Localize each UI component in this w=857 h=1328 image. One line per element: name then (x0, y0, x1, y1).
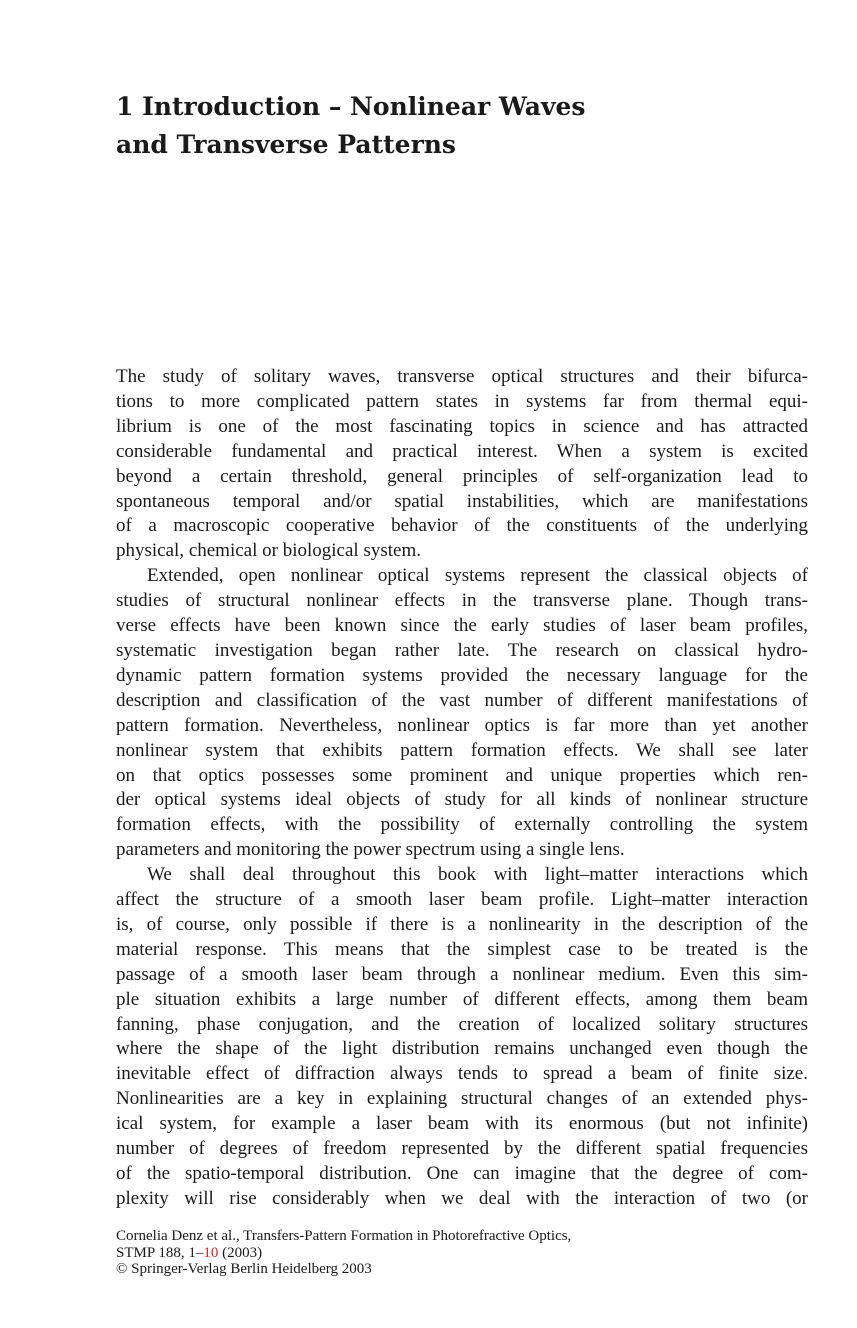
text-line: ple situation exhibits a large number of different effects, among them beam (116, 988, 808, 1010)
text-line: parameters and monitoring the power spectrum using a single lens. (116, 839, 625, 861)
body-text (116, 365, 808, 1212)
chapter-title (116, 88, 736, 164)
text-line: formation effects, with the possibility of externally controlling the system (116, 814, 808, 836)
text-line: beyond a certain threshold, general principles of self-organization lead to (116, 465, 808, 487)
text-line: nonlinear system that exhibits pattern formation effects. We shall see later (116, 739, 808, 761)
paragraph-3 (116, 863, 808, 1212)
footer-citation (116, 1228, 736, 1278)
text-line: affect the structure of a smooth laser beam profile. Light–matter interaction (116, 889, 808, 911)
footer-year: (2003) (218, 1244, 263, 1261)
paragraph-2 (116, 564, 808, 863)
text-line: is, of course, only possible if there is a nonlinearity in the description of the (116, 913, 808, 935)
text-line: Nonlinearities are a key in explaining structural changes of an extended phys- (116, 1088, 808, 1110)
text-line: We shall deal throughout this book with light–matter interactions which (147, 864, 808, 886)
footer-series-volume: STMP 188, 1– (116, 1244, 204, 1261)
text-line: ical system, for example a laser beam with its enormous (but not infinite) (116, 1113, 808, 1135)
text-line: der optical systems ideal objects of study for all kinds of nonlinear structure (116, 789, 808, 811)
text-line: plexity will rise considerably when we deal with the interaction of two (or (116, 1187, 808, 1209)
text-line: considerable fundamental and practical interest. When a system is excited (116, 440, 808, 462)
text-line: description and classification of the vast number of different manifestations of (116, 689, 808, 711)
text-line: on that optics possesses some prominent and unique properties which ren- (116, 764, 808, 786)
text-line: pattern formation. Nevertheless, nonlinear optics is far more than yet another (116, 714, 808, 736)
text-line: verse effects have been known since the early studies of laser beam profiles, (116, 615, 808, 637)
text-line: of a macroscopic cooperative behavior of the constituents of the underlying (116, 515, 808, 537)
text-line: physical, chemical or biological system. (116, 540, 421, 562)
text-line: of the spatio-temporal distribution. One can imagine that the degree of com- (116, 1163, 808, 1184)
chapter-title-line-1: 1 Introduction – Nonlinear Waves (116, 92, 586, 121)
text-line: The study of solitary waves, transverse optical structures and their bifurca- (116, 366, 808, 387)
chapter-title-line-2: and Transverse Patterns (116, 130, 457, 159)
text-line: librium is one of the most fascinating topics in science and has attracted (116, 415, 808, 437)
text-line: dynamic pattern formation systems provided the necessary language for the (116, 664, 808, 686)
text-line: passage of a smooth laser beam through a nonlinear medium. Even this sim- (116, 963, 808, 985)
text-line: Extended, open nonlinear optical systems represent the classical objects of (147, 565, 808, 587)
text-line: where the shape of the light distribution remains unchanged even though the (116, 1038, 808, 1060)
text-line: material response. This means that the simplest case to be treated is the (116, 938, 808, 960)
text-line: inevitable effect of diffraction always tends to spread a beam of finite size. (116, 1063, 808, 1085)
footer-line-2 (116, 1245, 736, 1262)
text-line: fanning, phase conjugation, and the creation of localized solitary structures (116, 1013, 808, 1035)
page-range-link[interactable]: 10 (203, 1244, 219, 1261)
paragraph-1 (116, 365, 808, 564)
text-line: systematic investigation began rather late. The research on classical hydro- (116, 639, 808, 661)
text-line: number of degrees of freedom represented by the different spatial frequencies (116, 1138, 808, 1160)
text-line: spontaneous temporal and/or spatial instabilities, which are manifestations (116, 490, 808, 512)
text-line: studies of structural nonlinear effects in the transverse plane. Though trans- (116, 590, 808, 612)
footer-line-1: Cornelia Denz et al., Transfers-Pattern Formation in Photorefractive Optics, (116, 1228, 572, 1244)
footer-copyright: © Springer-Verlag Berlin Heidelberg 2003 (116, 1261, 372, 1277)
text-line: tions to more complicated pattern states in systems far from thermal equi- (116, 390, 808, 412)
